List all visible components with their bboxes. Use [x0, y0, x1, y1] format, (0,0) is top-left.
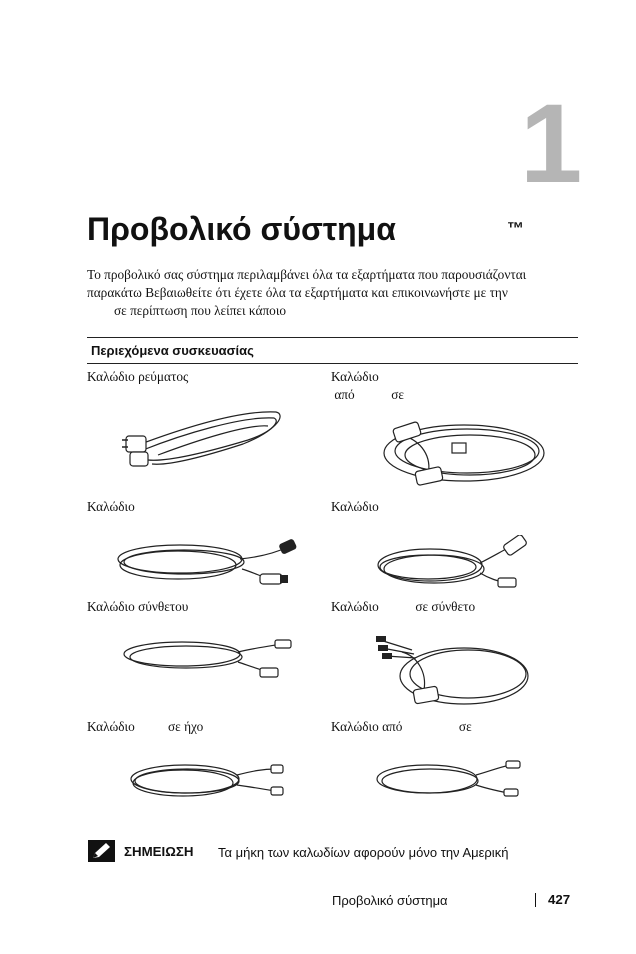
item-label-usb-cable: Καλώδιο [331, 499, 379, 514]
power-cable-icon [118, 400, 288, 480]
audio-rca-cable-icon [125, 755, 285, 805]
vga-cable-icon [372, 405, 552, 495]
item-label-mini-jack-cable: Καλώδιο από σε [331, 719, 472, 734]
trademark-symbol: ™ [507, 219, 524, 238]
footer-title: Προβολικό σύστημα [332, 893, 448, 908]
intro-line-3: σε περίπτωση που λείπει κάποιο [114, 303, 287, 318]
item-label-power-cable: Καλώδιο ρεύματος [87, 369, 189, 384]
vga-to-component-cable-icon [372, 632, 532, 712]
intro-line-2: παρακάτω Βεβαιωθείτε ότι έχετε όλα τα εξαρτήματα και επικοινωνήστε με την [87, 285, 508, 300]
composite-cable-icon [120, 632, 295, 682]
usb-cable-icon [372, 535, 532, 595]
chapter-number: 1 [520, 81, 583, 206]
note-text: Τα μήκη των καλωδίων αφορούν μόνο την Αμερική [218, 845, 509, 860]
table-header-rule [87, 363, 578, 364]
item-label-svideo-cable: Καλώδιο [87, 499, 135, 514]
table-top-rule [87, 337, 578, 338]
footer-separator [535, 893, 536, 907]
intro-paragraph [87, 266, 582, 320]
item-label-vga-to-component-cable: Καλώδιο σε σύνθετο [331, 599, 476, 614]
page-title: Προβολικό σύστημα [87, 211, 396, 247]
intro-line-1: Το προβολικό σας σύστημα περιλαμβάνει όλα τα εξαρτήματα που παρουσιάζονται [87, 267, 527, 282]
item-label-vga-cable: Καλώδιο από σε [331, 369, 404, 402]
page-number: 427 [548, 892, 571, 907]
mini-jack-cable-icon [372, 755, 527, 805]
note-label: ΣΗΜΕΙΩΣΗ [124, 844, 194, 859]
item-label-composite-cable: Καλώδιο σύνθετου [87, 599, 189, 614]
section-title: Περιεχόμενα συσκευασίας [91, 343, 254, 358]
item-label-audio-rca-cable: Καλώδιο σε ήχο [87, 719, 204, 734]
svideo-cable-icon [110, 535, 305, 590]
note-pencil-icon [88, 840, 115, 862]
